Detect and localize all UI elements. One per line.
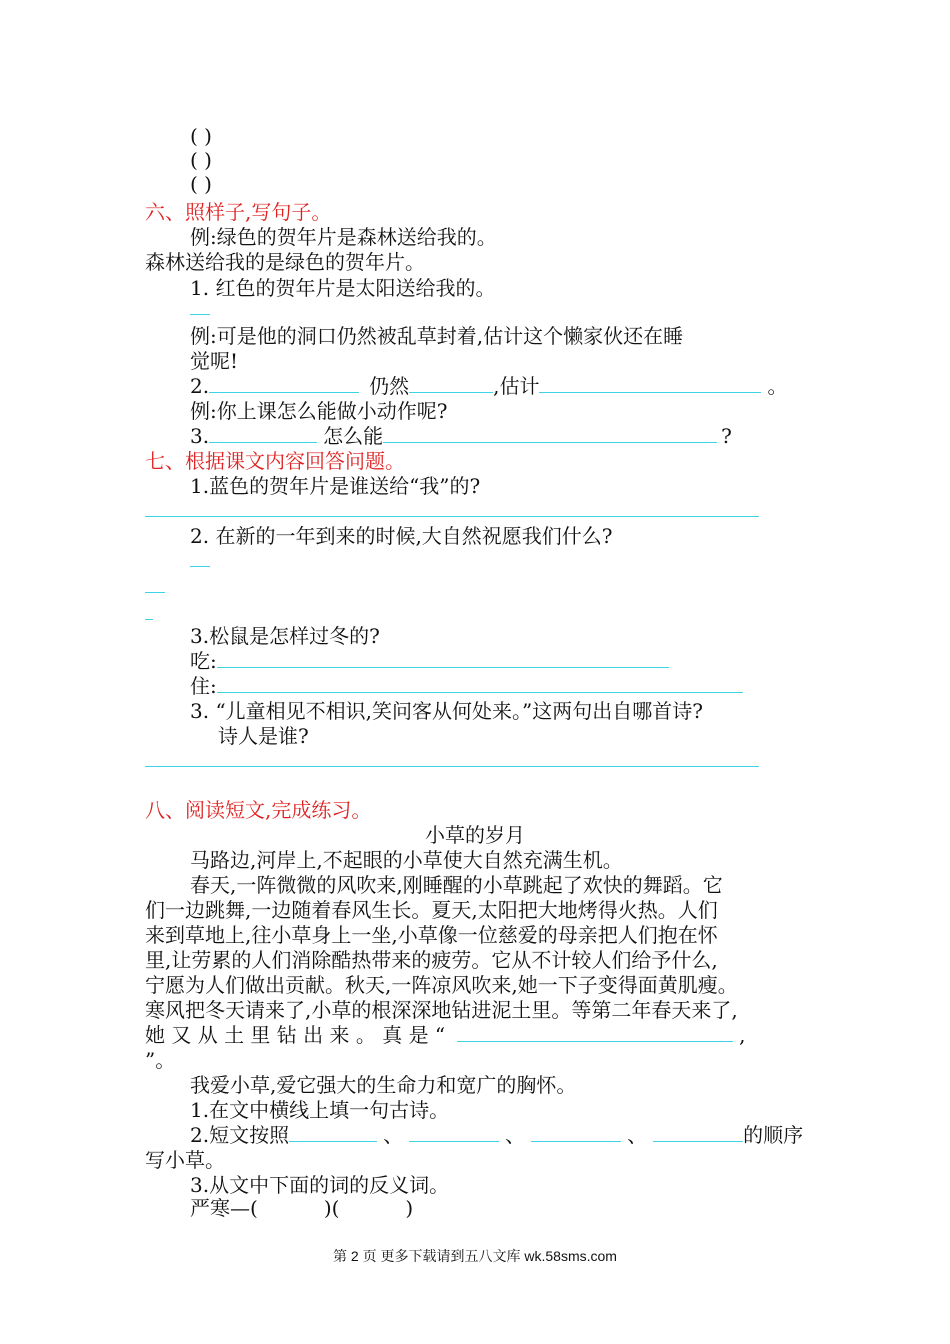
- question-8-2: [190, 1123, 803, 1147]
- period: 。: [767, 374, 788, 398]
- live-label: 住:: [190, 674, 217, 698]
- story-paragraph-3: 我爱小草,爱它强大的生命力和宽广的胸怀。: [190, 1073, 577, 1097]
- answer-blank[interactable]: [531, 1123, 621, 1142]
- answer-blank[interactable]: [289, 1123, 377, 1142]
- separator: 、: [627, 1123, 648, 1147]
- section-8-heading: 八、阅读短文,完成练习。: [145, 798, 372, 822]
- story-close-quote: ”。: [145, 1048, 176, 1072]
- section-6-heading: 六、照样子,写句子。: [145, 200, 332, 224]
- answer-blank[interactable]: [539, 374, 761, 393]
- story-line: 寒风把冬天请来了,小草的根深深地钻进泥土里。等第二年春天来了,: [145, 998, 738, 1022]
- answer-bracket[interactable]: ( ): [190, 148, 212, 172]
- story-line: 里,让劳累的人们消除酷热带来的疲劳。它从不计较人们给予什么,: [145, 948, 718, 972]
- question-7-3: 3.松鼠是怎样过冬的?: [190, 624, 380, 648]
- story-title: 小草的岁月: [425, 823, 525, 847]
- answer-line[interactable]: [145, 516, 759, 517]
- answer-line[interactable]: [190, 314, 210, 315]
- section-7-heading: 七、根据课文内容回答问题。: [145, 449, 405, 473]
- question-text: 2.短文按照: [190, 1123, 290, 1147]
- question-mark: ?: [721, 424, 732, 448]
- answer-line[interactable]: [145, 592, 165, 593]
- page-footer: 第 2 页 更多下载请到五八文库 wk.58sms.com: [333, 1248, 617, 1264]
- answer-blank[interactable]: [209, 374, 359, 393]
- story-line: 们一边跳舞,一边随着春风生长。夏天,太阳把大地烤得火热。人们: [145, 898, 718, 922]
- question-7-3-eat: [190, 649, 669, 673]
- poem-blank[interactable]: [457, 1023, 733, 1042]
- answer-blank[interactable]: [409, 1123, 499, 1142]
- story-line-with-blank: [145, 1023, 746, 1047]
- story-line: 宁愿为人们做出贡献。秋天,一阵凉风吹来,她一下子变得面黄肌瘦。: [145, 973, 738, 997]
- question-8-3: 3.从文中下面的词的反义词。: [190, 1173, 450, 1197]
- question-number: 2.: [190, 374, 210, 398]
- separator: 、: [383, 1123, 404, 1147]
- question-7-2: 2. 在新的一年到来的时候,大自然祝愿我们什么?: [190, 524, 613, 548]
- answer-blank[interactable]: [217, 649, 669, 668]
- question-number: 3.: [190, 424, 210, 448]
- answer-blank[interactable]: [409, 374, 493, 393]
- example-3: 例:你上课怎么能做小动作呢?: [190, 399, 448, 423]
- bracket: ): [405, 1196, 414, 1220]
- answer-blank[interactable]: [653, 1123, 743, 1142]
- answer-blank[interactable]: [209, 424, 317, 443]
- word-guji: ,估计: [493, 374, 540, 398]
- question-text: 的顺序: [743, 1123, 804, 1147]
- question-7-1: 1.蓝色的贺年片是谁送给“我”的?: [190, 474, 481, 498]
- question-8-3-answer: [190, 1196, 413, 1220]
- separator: 、: [505, 1123, 526, 1147]
- example-2-line2: 觉呢!: [190, 349, 239, 373]
- question-7-4-line2: 诗人是谁?: [218, 724, 309, 748]
- example-1: 例:绿色的贺年片是森林送给我的。: [190, 225, 497, 249]
- question-7-3-live: [190, 674, 743, 698]
- question-8-2-line2: 写小草。: [145, 1148, 225, 1172]
- story-paragraph-1: 马路边,河岸上,不起眼的小草使大自然充满生机。: [190, 848, 623, 872]
- question-6-1: 1. 红色的贺年片是太阳送给我的。: [190, 276, 496, 300]
- question-7-4-line1: 3. “儿童相见不相识,笑问客从何处来。”这两句出自哪首诗?: [190, 699, 703, 723]
- question-6-3: [190, 424, 732, 448]
- question-6-2: [190, 374, 787, 398]
- comma: ,: [739, 1023, 746, 1047]
- question-8-1: 1.在文中横线上填一句古诗。: [190, 1098, 450, 1122]
- word-zenmeneng: 怎么能: [323, 424, 384, 448]
- story-text: 她 又 从 土 里 钻 出 来 。 真 是 “: [145, 1023, 446, 1047]
- word-yanhan: 严寒—(: [190, 1196, 258, 1220]
- answer-bracket[interactable]: ( ): [190, 124, 212, 148]
- answer-blank[interactable]: [217, 674, 743, 693]
- answer-line[interactable]: [145, 619, 153, 620]
- answer-blank[interactable]: [383, 424, 717, 443]
- answer-line[interactable]: [145, 766, 759, 767]
- answer-bracket[interactable]: ( ): [190, 172, 212, 196]
- answer-line[interactable]: [190, 566, 210, 567]
- story-line: 来到草地上,往小草身上一坐,小草像一位慈爱的母亲把人们抱在怀: [145, 923, 718, 947]
- eat-label: 吃:: [190, 649, 217, 673]
- example-2-line1: 例:可是他的洞口仍然被乱草封着,估计这个懒家伙还在睡: [190, 324, 684, 348]
- example-1-answer: 森林送给我的是绿色的贺年片。: [145, 250, 425, 274]
- word-rengran: 仍然: [369, 374, 410, 398]
- bracket: )(: [323, 1196, 340, 1220]
- story-line: 春天,一阵微微的风吹来,刚睡醒的小草跳起了欢快的舞蹈。它: [190, 873, 723, 897]
